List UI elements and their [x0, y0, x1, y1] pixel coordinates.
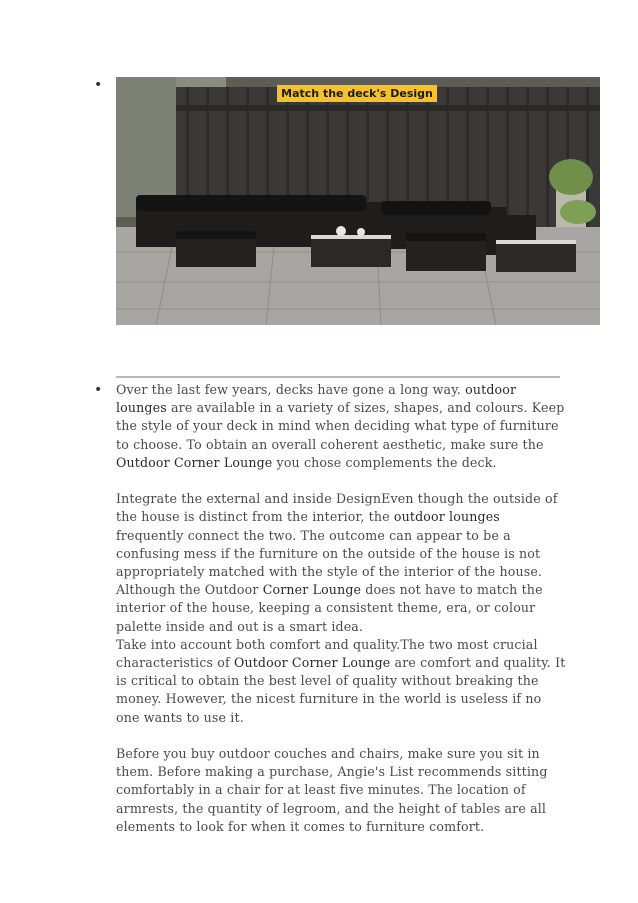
- keyword-link[interactable]: Outdoor Corner Lounge: [116, 454, 273, 470]
- paragraph-sit-test: Before you buy outdoor couches and chairs, make sure you sit in them. Before making a purchase, Angie's List recommends sitting comfortably in a chair for at least five minutes. The location of armrests, the quantity of legroom, and the height of tables are all elements to look for when it comes to furniture comfort.: [116, 746, 548, 834]
- paragraph-gap: [116, 472, 566, 490]
- list-bullet: •: [94, 382, 103, 398]
- text-run: Integrate the external and inside DesignEven though the outside of the house is distinct from the interior, the: [116, 491, 558, 525]
- keyword-link[interactable]: Corner Lounge: [262, 582, 362, 598]
- paragraph-comfort-quality: [116, 636, 566, 727]
- paragraph-gap: [116, 727, 566, 745]
- text-run: you chose complements the deck.: [272, 454, 497, 470]
- article-body: [116, 381, 566, 836]
- photo-illustration: [116, 77, 600, 325]
- horizontal-rule: [116, 376, 560, 378]
- text-run: does not have to match the interior of the house, keeping a consistent theme, era, or colour palette inside and out is a smart idea.: [116, 582, 543, 634]
- paragraph-decks: [116, 381, 566, 472]
- text-run: Take into account both comfort and quality.The two most crucial characteristics of: [116, 636, 538, 671]
- keyword-link[interactable]: Outdoor Corner Lounge: [233, 655, 391, 671]
- keyword-link[interactable]: outdoor lounges: [393, 509, 500, 525]
- text-run: frequently connect the two. The outcome can appear to be a confusing mess if the furniture on the outside of the house is not appropriately matched with the style of the interior of the house. Although the Outdoor: [116, 527, 543, 598]
- image-banner: Match the deck's Design: [277, 85, 437, 102]
- paragraph-integrate: [116, 490, 566, 636]
- text-run: are comfort and quality. It is critical to obtain the best level of quality without breaking the money. However, the nicest furniture in the world is useless if no one wants to use it.: [116, 655, 566, 725]
- keyword-link[interactable]: outdoor lounges: [116, 382, 517, 416]
- deck-lounge-photo: [116, 77, 600, 325]
- text-run: are available in a variety of sizes, shapes, and colours. Keep the style of your deck in mind when deciding what type of furniture to choose. To obtain an overall coherent aesthetic, make sure the: [116, 400, 565, 452]
- text-run: Over the last few years, decks have gone a long way.: [116, 382, 466, 397]
- list-bullet: •: [94, 77, 103, 93]
